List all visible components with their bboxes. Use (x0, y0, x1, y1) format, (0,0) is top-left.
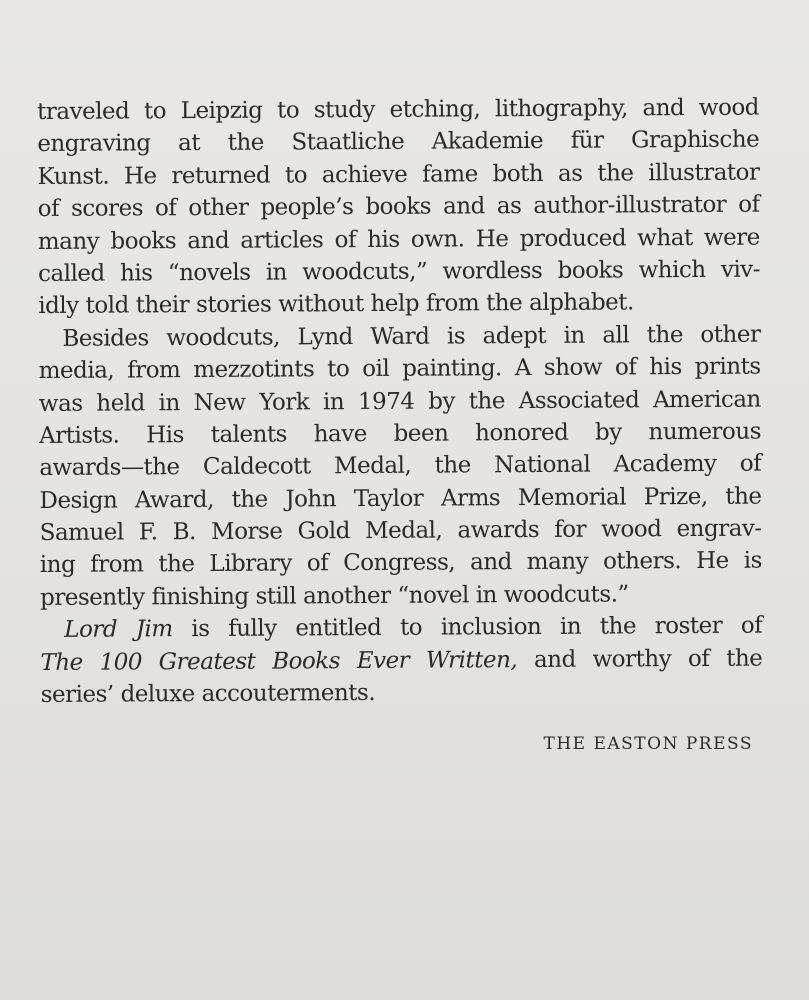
word: engraving (37, 130, 151, 158)
word: Besides (62, 325, 149, 352)
word: and (470, 549, 512, 576)
word: Academy (613, 451, 717, 478)
word: other (700, 321, 761, 348)
word: to (399, 614, 423, 642)
text-line (39, 448, 761, 485)
word: scores (70, 195, 144, 222)
word: Caldecott (202, 453, 311, 481)
word: all (602, 322, 630, 349)
word: prints (694, 353, 761, 381)
word: alphabet. (529, 289, 634, 317)
word: people’s (260, 194, 354, 221)
word: woodcuts, (166, 324, 281, 351)
word: the (599, 613, 637, 640)
word: was (38, 390, 83, 417)
word: achieve (321, 161, 408, 189)
word: presently (39, 584, 145, 611)
word: woodcuts,” (302, 258, 428, 286)
word: Taylor (353, 485, 424, 512)
word: his (367, 226, 400, 253)
word: B. (172, 519, 197, 546)
word: Books (272, 647, 341, 675)
word: of (740, 612, 763, 639)
text-line (38, 318, 760, 355)
word: finishing (151, 583, 249, 611)
text-line (39, 351, 761, 388)
word: of (687, 645, 710, 672)
word: of (37, 196, 60, 223)
word: York (259, 388, 310, 416)
word: Medal, (333, 453, 412, 480)
word: engrav- (676, 515, 762, 543)
word: Jim (135, 616, 173, 643)
word: Leipzig (180, 97, 263, 125)
word: is (191, 616, 210, 643)
word: is (743, 548, 762, 575)
word: produced (519, 224, 627, 252)
word: He (695, 548, 729, 575)
text-line (40, 513, 762, 550)
word: from (127, 357, 181, 384)
word: numerous (648, 418, 762, 446)
text-line (37, 156, 759, 193)
word: für (570, 127, 604, 155)
word: as (496, 193, 522, 220)
word: his (649, 354, 682, 381)
text-line (41, 675, 763, 712)
word: in (158, 389, 180, 416)
word: told (85, 292, 129, 320)
text-line (40, 545, 762, 582)
word: His (146, 422, 184, 449)
word: the (231, 486, 268, 513)
word: Prize, (643, 483, 708, 510)
word: Congress, (343, 549, 456, 577)
word: Morse (211, 518, 283, 546)
word: Kunst. (37, 163, 110, 190)
word: many (37, 228, 100, 255)
word: oil (362, 355, 390, 383)
word: without (278, 291, 364, 318)
word: own. (410, 225, 465, 253)
word: the (726, 645, 763, 672)
word: held (96, 389, 145, 417)
word: lithography, (494, 95, 628, 123)
word: inclusion (440, 614, 542, 641)
word: mezzotints (193, 356, 315, 384)
word: He (123, 163, 157, 190)
text-line (37, 92, 759, 129)
word: National (494, 451, 591, 479)
word: still (255, 583, 297, 610)
word: the (597, 160, 634, 187)
text-line (38, 221, 760, 258)
word: American (652, 386, 761, 413)
word: books (365, 193, 432, 221)
word: talents (210, 421, 288, 448)
word: the (227, 130, 264, 157)
word: John (285, 485, 337, 513)
word: worthy (592, 645, 672, 673)
word: in (265, 259, 288, 286)
word: what (637, 224, 693, 251)
word: of (614, 354, 637, 381)
word: the (485, 290, 523, 317)
text-line (39, 480, 761, 517)
word: the (646, 321, 683, 349)
word: Akademie (431, 128, 544, 155)
word: articles (240, 226, 324, 254)
word: many (526, 549, 589, 576)
word: roster (654, 613, 723, 640)
word: Library (209, 550, 293, 578)
word: Arms (440, 484, 501, 512)
word: of (306, 550, 329, 577)
word: wordless (442, 257, 543, 285)
word: and (442, 193, 485, 220)
word: both (492, 160, 544, 187)
word: by (594, 419, 622, 446)
word: in (475, 582, 498, 609)
text-line (38, 286, 760, 323)
word: fame (422, 161, 478, 188)
word: books (110, 227, 177, 255)
word: “novel (397, 582, 469, 609)
word: Lynd (297, 323, 353, 351)
word: of (334, 226, 357, 253)
word: study (313, 96, 375, 124)
word: returned (171, 162, 271, 189)
word: awards—the (39, 454, 180, 482)
word: is (446, 323, 466, 350)
word: stories (196, 291, 272, 319)
word: at (178, 130, 201, 157)
word: in (563, 322, 585, 349)
word: Staatliche (291, 129, 405, 156)
word: others. (602, 548, 682, 576)
word: to (284, 162, 308, 189)
word: other (188, 194, 249, 222)
word: ing (39, 552, 76, 579)
word: Greatest (158, 648, 256, 675)
word: A (514, 355, 531, 382)
word: Memorial (517, 484, 627, 511)
body-text (37, 92, 763, 712)
word: his (119, 260, 153, 287)
word: etching, (389, 96, 481, 123)
word: the (434, 452, 471, 479)
text-line (40, 610, 762, 647)
text-line (37, 124, 759, 161)
word: 1974 (357, 388, 415, 415)
word: called (38, 260, 105, 287)
word: idly (38, 293, 79, 320)
word: the (468, 387, 505, 414)
word: show (543, 354, 603, 382)
word: Gold (297, 518, 350, 545)
word: adept (482, 322, 547, 350)
word: Lord (64, 616, 118, 644)
word: author-illustrator (533, 191, 727, 220)
word: of (739, 450, 762, 478)
word: Medal, (364, 517, 443, 545)
word: The (40, 649, 83, 676)
text-line (40, 577, 762, 614)
word: illustrator (648, 159, 760, 187)
word: from (425, 290, 480, 317)
word: honored (475, 419, 569, 447)
word: for (554, 516, 587, 543)
word: 100 (99, 649, 143, 676)
word: and (642, 95, 685, 122)
word: Graphische (631, 126, 760, 154)
text-line (39, 383, 761, 420)
word: Associated (518, 386, 640, 414)
word: He (475, 225, 509, 252)
word: wood (698, 94, 760, 121)
word: F. (138, 519, 158, 546)
word: series’ (40, 681, 114, 709)
word: painting. (402, 355, 502, 382)
word: their (135, 292, 190, 319)
word: in (322, 388, 345, 415)
word: Design (39, 487, 118, 514)
word: help (370, 291, 420, 318)
word: wood (601, 516, 662, 543)
word: New (193, 389, 246, 416)
word: Written, (425, 646, 518, 674)
word: to (143, 98, 167, 125)
word: been (393, 420, 449, 447)
publisher-signature: THE EASTON PRESS (543, 734, 753, 754)
word: to (276, 97, 300, 124)
word: “novels (167, 259, 251, 287)
word: fully (228, 615, 277, 643)
word: Artists. (38, 422, 120, 449)
word: which (638, 256, 706, 284)
word: accouterments. (201, 679, 376, 708)
word: traveled (37, 98, 130, 125)
word: books (557, 257, 624, 284)
word: of (154, 195, 177, 222)
word: to (327, 356, 350, 383)
word: and (187, 227, 230, 254)
word: Samuel (39, 519, 124, 547)
word: as (557, 160, 583, 187)
text-line (38, 254, 760, 291)
word: were (703, 224, 760, 251)
word: the (725, 483, 762, 510)
word: Ward (370, 323, 430, 350)
word: in (559, 613, 582, 641)
word: have (313, 420, 367, 448)
text-line (40, 642, 762, 679)
text-line (38, 189, 760, 226)
word: media, (38, 357, 115, 385)
word: another (302, 582, 391, 610)
word: viv- (720, 256, 761, 283)
word: from (90, 551, 144, 579)
word: the (158, 551, 195, 578)
word: Award, (134, 486, 214, 514)
word: by (428, 387, 456, 415)
word: entitled (295, 615, 382, 642)
text-line (39, 415, 761, 452)
word: awards (457, 517, 540, 544)
word: and (533, 646, 576, 673)
word: woodcuts.” (503, 581, 629, 609)
word: Ever (356, 647, 410, 674)
word: of (738, 191, 760, 218)
word: deluxe (120, 681, 195, 708)
